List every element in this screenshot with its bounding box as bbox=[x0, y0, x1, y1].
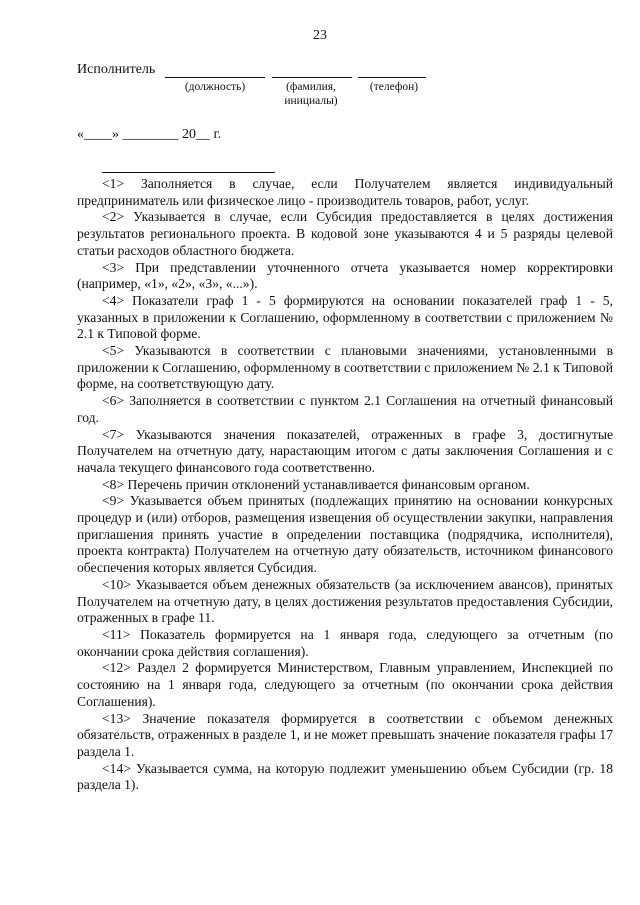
footnote: <4> Показатели граф 1 - 5 формируются на основании показателей граф 1 - 5, указанных в приложении к Соглашению, оформленному в соответствии с приложением № 2.1 к Типовой форме. bbox=[77, 292, 613, 342]
footnote: <9> Указывается объем принятых (подлежащих принятию на основании конкурсных процедур и (или) отборов, размещения извещения об осуществлении закупки, направления приглашения принять участие в определении поставщика (подрядчика, исполнителя), проекта контракта) Получателем на отчетную дату обязательств, источником финансового обеспечения которых является Субсидия. bbox=[77, 493, 613, 576]
page-number: 23 bbox=[313, 28, 327, 43]
position-blank-line bbox=[165, 77, 265, 78]
footnote: <7> Указываются значения показателей, отраженных в графе 3, достигнутые Получателем на отчетную дату, нарастающим итогом с даты заключения Соглашения и с начала текущего финансового года соответственно. bbox=[77, 426, 613, 475]
phone-blank-line bbox=[358, 77, 426, 78]
footnote: <8> Перечень причин отклонений устанавливается финансовым органом. bbox=[102, 476, 530, 492]
footnote: <3> При представлении уточненного отчета указывается номер корректировки (например, «1», «2», «3», «...»). bbox=[77, 259, 613, 292]
footnote: <13> Значение показателя формируется в соответствии с объемом денежных обязательств, отраженных в разделе 1, и не может превышать значение показателя графы 17 раздела 1. bbox=[77, 710, 613, 759]
footnote: <11> Показатель формируется на 1 января года, следующего за отчетным (по окончании срока действия соглашения). bbox=[77, 626, 613, 659]
footnote: <5> Указываются в соответствии с плановыми значениями, установленными в приложении к Соглашению, оформленному в соответствии с приложением № 2.1 к Типовой форме, на соответствующую дату. bbox=[77, 343, 613, 392]
footnote: <10> Указывается объем денежных обязательств (за исключением авансов), принятых Получателем на отчетную дату, в целях достижения результатов предоставления Субсидии, отраженных в графе 11. bbox=[77, 576, 613, 626]
position-caption: (должность) bbox=[184, 81, 246, 93]
footnote: <12> Раздел 2 формируется Министерством, Главным управлением, Инспекцией по состоянию на 1 января года, следующего за отчетным (по окончании срока действия Соглашения). bbox=[77, 660, 613, 709]
name-blank-line bbox=[272, 77, 352, 78]
name-caption: (фамилия, инициалы) bbox=[284, 81, 338, 107]
footnotes bbox=[77, 176, 613, 794]
footnote-separator bbox=[102, 172, 275, 173]
date-line: «____» ________ 20__ г. bbox=[77, 127, 222, 142]
footnote: <6> Заполняется в соответствии с пунктом 2.1 Соглашения на отчетный финансовый год. bbox=[77, 393, 613, 425]
footnote: <2> Указывается в случае, если Субсидия предоставляется в целях достижения результатов регионального проекта. В кодовой зоне указываются 4 и 5 разряды целевой статьи расходов областного бюджета. bbox=[77, 209, 613, 258]
executor-label: Исполнитель bbox=[77, 62, 156, 77]
footnote: <14> Указывается сумма, на которую подлежит уменьшению объем Субсидии (гр. 18 раздела 1). bbox=[77, 760, 613, 793]
footnote: <1> Заполняется в случае, если Получателем является индивидуальный предприниматель или физическое лицо - производитель товаров, работ, услуг. bbox=[77, 176, 613, 208]
phone-caption: (телефон) bbox=[369, 81, 419, 93]
